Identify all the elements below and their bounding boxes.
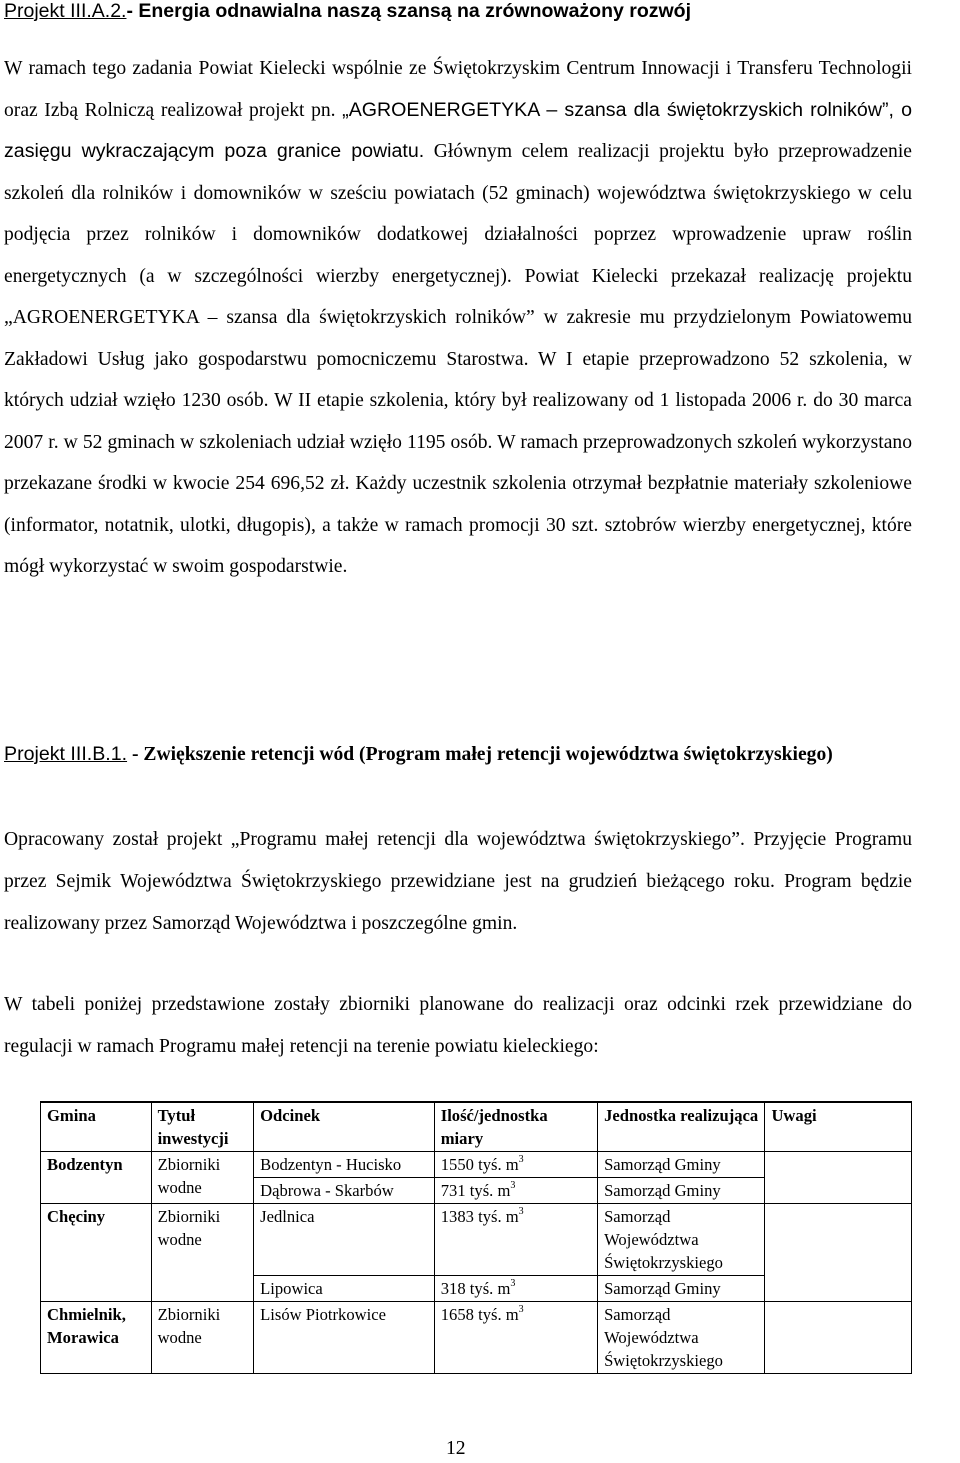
section-title: - Zwiększenie retencji wód (Program małej retencji województwa świętokrzyskiego) <box>127 744 833 765</box>
table-row <box>41 1152 912 1178</box>
table-header-cell: Jednostka realizująca <box>598 1102 765 1152</box>
section-cell: Dąbrowa - Skarbów <box>254 1178 435 1204</box>
executor-cell: Samorząd Województwa Świętokrzyskiego <box>598 1302 765 1374</box>
paragraph-body: Głównym celem realizacji projektu było przeprowadzenie szkoleń dla rolników i domowników w sześciu powiatach (52 gminach) województwa świętokrzyskiego w celu podjęcia przez rolników i domowników dodatkowej działalności poprzez wprowadzenie upraw roślin energetycznych (a w szczególności wierzby energetycznej). Powiat Kielecki przekazał realizację projektu „AGROENERGETYKA – szansa dla świętokrzyskich rolników” w zakresie mu przydzielonym Powiatowemu Zakładowi Usług jako gospodarstwu pomocniczemu Starostwa. W I etapie przeprowadzono 52 szkolenia, w których udział wzięło 1230 osób. W II etapie szkolenia, który był realizowany od 1 listopada 2006 r. do 30 marca 2007 r. w 52 gminach w szkoleniach udział wzięło 1195 osób. W ramach przeprowadzonych szkoleń wykorzystano przekazane środki w kwocie 254 696,52 zł. Każdy uczestnik szkolenia otrzymał bezpłatnie materiały szkoleniowe (informator, notatnik, ulotki, długopis), a także w ramach promocji 30 szt. sztobrów wierzby energetycznej, które mógł wykorzystać w swoim gospodarstwie. <box>4 141 912 577</box>
investment-cell: Zbiorniki wodne <box>151 1152 254 1204</box>
unit-label: tyś. m <box>478 1305 519 1324</box>
table-intro-paragraph: W tabeli poniżej przedstawione zostały zbiorniki planowane do realizacji oraz odcinki rzek przewidziane do regulacji w ramach Programu małej retencji na terenie powiatu kieleckiego: <box>4 994 912 1057</box>
gmina-cell: Chęciny <box>41 1204 152 1302</box>
section-cell: Jedlnica <box>254 1204 435 1276</box>
section-1-paragraph <box>4 48 912 588</box>
executor-cell: Samorząd Województwa Świętokrzyskiego <box>598 1204 765 1276</box>
table-header-cell: Ilość/jednostka miary <box>434 1102 597 1152</box>
unit-exponent: 3 <box>518 1154 524 1166</box>
gmina-cell: Bodzentyn <box>41 1152 152 1204</box>
unit-label: tyś. m <box>469 1181 511 1200</box>
table-header-cell: Tytuł inwestycji <box>151 1102 254 1152</box>
amount-cell <box>434 1152 597 1178</box>
amount-value: 318 <box>440 1279 466 1298</box>
notes-cell <box>765 1152 912 1204</box>
section-cell: Bodzentyn - Hucisko <box>254 1152 435 1178</box>
unit-label: tyś. m <box>469 1279 511 1298</box>
amount-value: 1658 <box>440 1305 474 1324</box>
executor-cell: Samorząd Gminy <box>598 1178 765 1204</box>
section-ref-link[interactable]: Projekt III.B.1. <box>4 743 128 765</box>
table-header-cell: Uwagi <box>765 1102 912 1152</box>
section-cell: Lisów Piotrkowice <box>254 1302 435 1374</box>
unit-label: tyś. m <box>478 1155 519 1174</box>
notes-cell <box>765 1204 912 1302</box>
investment-cell: Zbiorniki wodne <box>151 1204 254 1302</box>
table-header-row <box>41 1102 912 1152</box>
notes-cell <box>765 1302 912 1374</box>
section-title: - Energia odnawialna naszą szansą na zrównoważony rozwój <box>126 0 692 22</box>
project-name: „AGROENERGETYKA – szansa dla świętokrzyskich rolników” <box>342 98 889 121</box>
executor-cell: Samorząd Gminy <box>598 1276 765 1302</box>
retention-table <box>40 1101 912 1374</box>
table-header-cell: Gmina <box>41 1102 152 1152</box>
investment-cell: Zbiorniki wodne <box>151 1302 254 1374</box>
amount-cell <box>434 1276 597 1302</box>
amount-cell <box>434 1302 597 1374</box>
table-row <box>41 1302 912 1374</box>
section-ref-link[interactable]: Projekt III.A.2. <box>4 0 127 22</box>
table-header-cell: Odcinek <box>254 1102 435 1152</box>
unit-exponent: 3 <box>518 1304 524 1316</box>
page-number: 12 <box>446 1438 466 1459</box>
section-heading-2 <box>4 739 912 770</box>
executor-cell: Samorząd Gminy <box>598 1152 765 1178</box>
paragraph-intro: W ramach tego zadania Powiat Kielecki wspólnie ze Świętokrzyskim Centrum Innowacji i Transferu Technologii oraz Izbą Rolniczą realizował projekt pn. <box>4 58 912 121</box>
amount-cell <box>434 1178 597 1204</box>
unit-label: tyś. m <box>478 1207 519 1226</box>
section-cell: Lipowica <box>254 1276 435 1302</box>
unit-exponent: 3 <box>510 1278 516 1290</box>
amount-cell <box>434 1204 597 1276</box>
unit-exponent: 3 <box>518 1206 524 1218</box>
section-2-paragraph: Opracowany został projekt „Programu małej retencji dla województwa świętokrzyskiego”. Przyjęcie Programu przez Sejmik Województwa Świętokrzyskiego przewidziane jest na grudzień bieżącego roku. Program będzie realizowany przez Samorząd Województwa i poszczególne gmin. <box>4 829 912 934</box>
unit-exponent: 3 <box>510 1180 516 1192</box>
section-heading-1 <box>4 0 691 23</box>
amount-value: 1383 <box>440 1207 474 1226</box>
paragraph-scope: , o zasięgu wykraczającym poza granice powiatu. <box>4 98 912 162</box>
gmina-cell: Chmielnik, Morawica <box>41 1302 152 1374</box>
table-row <box>41 1204 912 1276</box>
amount-value: 731 <box>440 1181 466 1200</box>
amount-value: 1550 <box>440 1155 474 1174</box>
